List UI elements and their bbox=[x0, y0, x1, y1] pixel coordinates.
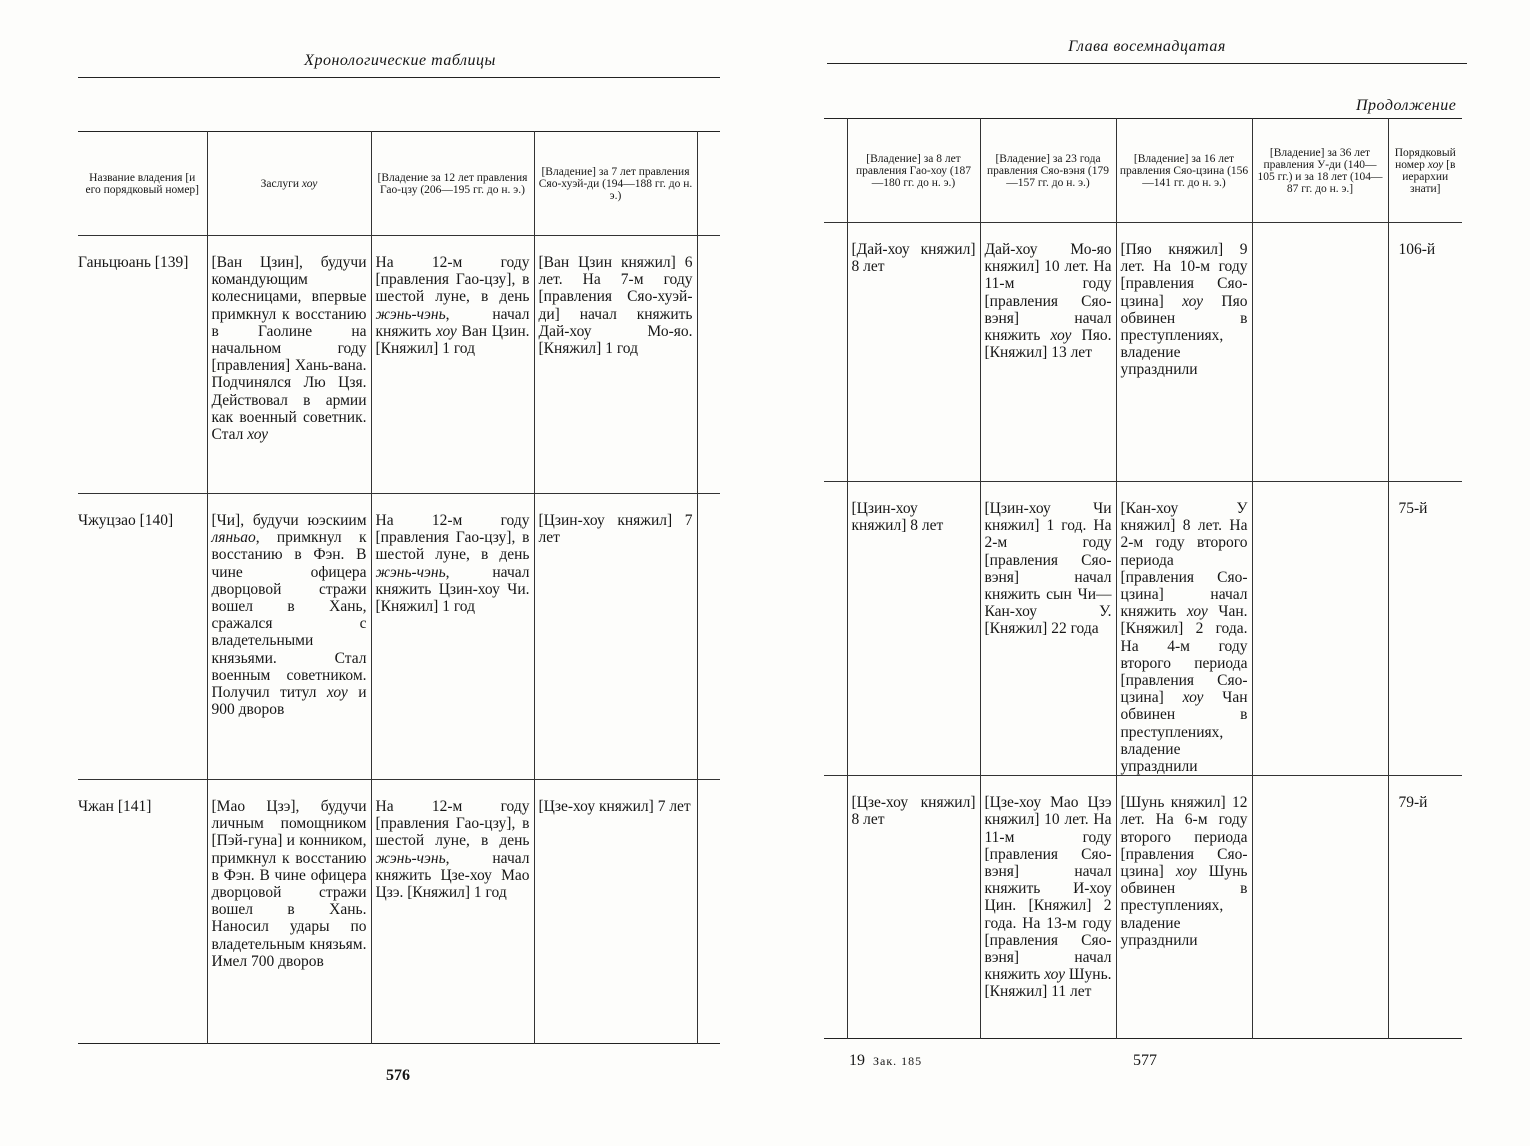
signature-number: 19 bbox=[849, 1052, 865, 1069]
xiaohuidi-cell: [Цзин-хоу княжил] 7 лет bbox=[534, 494, 697, 780]
signature-note: Зак. 185 bbox=[873, 1054, 923, 1068]
blank-column bbox=[824, 119, 847, 223]
merits-cell: [Мао Цзэ], будучи личным помощником [Пэй-гуна] и конником, примкнул к восстанию в Фэн. В чине офицера дворцовой стражи вошел в Хань. Наносил удары по владетельным князьям. Имел 700 дворов bbox=[207, 780, 371, 1044]
column-header: [Владение] за 8 лет правления Гао-хоу (187—180 гг. до н. э.) bbox=[847, 119, 980, 223]
gaozu-cell: На 12-м году [правления Гао-цзу], в шестой луне, в день жэнь-чэнь, начал княжить хоу Ван Цзин. [Княжил] 1 год bbox=[371, 236, 534, 494]
xiaohuidi-cell: [Ван Цзин княжил] 6 лет. На 7-м году [правления Сяо-хуэй-ди] начал княжить Дай-хоу Мо-яо. [Княжил] 1 год bbox=[534, 236, 697, 494]
holding-name: Чжуцзао [140] bbox=[78, 494, 207, 780]
continued-label: Продолжение bbox=[1356, 97, 1457, 114]
xiaojing-cell: [Пяо княжил] 9 лет. На 10-м году [правления Сяо-цзина] хоу Пяо обвинен в преступлениях, владение упразднили bbox=[1116, 223, 1252, 482]
table-row bbox=[824, 776, 1462, 1039]
column-header: Заслуги хоу bbox=[207, 132, 371, 236]
xiaowen-cell: [Цзин-хоу Чи княжил] 1 год. На 2-м году [правления Сяо-вэня] начал княжить сын Чи—Кан-хоу У. [Княжил] 22 года bbox=[980, 482, 1116, 776]
page-number: 577 bbox=[1133, 1052, 1157, 1069]
gaohou-cell: [Цзе-хоу княжил] 8 лет bbox=[847, 776, 980, 1039]
gaohou-cell: [Цзин-хоу княжил] 8 лет bbox=[847, 482, 980, 776]
column-header: Название владения [и его порядковый номер] bbox=[78, 132, 207, 236]
blank-cell bbox=[697, 494, 720, 780]
wudi-cell bbox=[1252, 223, 1388, 482]
right-page bbox=[765, 0, 1530, 1146]
blank-column bbox=[697, 132, 720, 236]
xiaojing-cell: [Шунь княжил] 12 лет. На 6-м году второго периода [правления Сяо-цзина] хоу Шунь обвинен в преступлениях, владение упразднили bbox=[1116, 776, 1252, 1039]
blank-cell bbox=[824, 776, 847, 1039]
rank-cell: 79-й bbox=[1388, 776, 1462, 1039]
gaozu-cell: На 12-м году [правления Гао-цзу], в шестой луне, в день жэнь-чэнь, начал княжить Цзин-хоу Чи. [Княжил] 1 год bbox=[371, 494, 534, 780]
holding-name: Ганьцюань [139] bbox=[78, 254, 189, 271]
table-row bbox=[78, 236, 720, 494]
merits-cell: [Чи], будучи юэскиим ляньао, примкнул к восстанию в Фэн. В чине офицера дворцовой стражи вошел в Хань, сражался с владетельными князьями. Стал военным советником. Получил титул хоу и 900 дворов bbox=[207, 494, 371, 780]
rank-cell: 75-й bbox=[1388, 482, 1462, 776]
header-rule-right bbox=[827, 63, 1467, 64]
holding-name: Чжан [141] bbox=[78, 780, 207, 1044]
gaohou-cell: [Дай-хоу княжил] 8 лет bbox=[847, 223, 980, 482]
header-rule-left bbox=[78, 77, 720, 78]
xiaohuidi-cell: [Цзе-хоу княжил] 7 лет bbox=[534, 780, 697, 1044]
table-row bbox=[824, 482, 1462, 776]
merits-cell: [Ван Цзин], будучи командующим колесницами, впервые примкнул к восстанию в Гаолине на начальном году [правления] Хань-вана. Подчинялся Лю Цзя. Действовал в армии как военный советник. Стал хоу bbox=[207, 236, 371, 494]
rank-cell: 106-й bbox=[1388, 223, 1462, 482]
table-row bbox=[78, 494, 720, 780]
xiaowen-cell: [Цзе-хоу Мао Цзэ княжил] 10 лет. На 11-м году [правления Сяо-вэня] начал княжить И-хоу Цин. [Княжил] 2 года. На 13-м году [правления Сяо-вэня] начал княжить хоу Шунь. [Княжил] 11 лет bbox=[980, 776, 1116, 1039]
column-header: [Владение] за 7 лет правления Сяо-хуэй-ди (194—188 гг. до н. э.) bbox=[534, 132, 697, 236]
xiaojing-cell: [Кан-хоу У княжил] 8 лет. На 2-м году второго периода [правления Сяо-цзина] начал княжить хоу Чан. [Княжил] 2 года. На 4-м году второго периода [правления Сяо-цзина] хоу Чан обвинен в преступлениях, владение упразднили bbox=[1116, 482, 1252, 776]
column-header: [Владение] за 16 лет правления Сяо-цзина (156—141 гг. до н. э.) bbox=[1116, 119, 1252, 223]
column-header: [Владение за 12 лет правления Гао-цзу (206—195 гг. до н. э.) bbox=[371, 132, 534, 236]
column-header: [Владение] за 23 года правления Сяо-вэня (179—157 гг. до н. э.) bbox=[980, 119, 1116, 223]
column-header: Порядковый номер хоу [в иерархии знати] bbox=[1388, 119, 1462, 223]
chronology-table-left bbox=[78, 131, 720, 1044]
wudi-cell bbox=[1252, 776, 1388, 1039]
wudi-cell bbox=[1252, 482, 1388, 776]
chronology-table-right bbox=[824, 118, 1462, 1039]
blank-cell bbox=[824, 223, 847, 482]
xiaowen-cell: Дай-хоу Мо-яо княжил] 10 лет. На 11-м году [правления Сяо-вэня] начал княжить хоу Пяо. [Княжил] 13 лет bbox=[980, 223, 1116, 482]
column-header: [Владение] за 36 лет правления У-ди (140—105 гг.) и за 18 лет (104—87 гг. до н. э.] bbox=[1252, 119, 1388, 223]
gaozu-cell: На 12-м году [правления Гао-цзу], в шестой луне, в день жэнь-чэнь, начал княжить Цзе-хоу Мао Цзэ. [Княжил] 1 год bbox=[371, 780, 534, 1044]
running-head-right: Глава восемнадцатая bbox=[1068, 38, 1226, 55]
printer-signature bbox=[849, 1052, 922, 1070]
table-row bbox=[78, 780, 720, 1044]
page-number: 576 bbox=[386, 1067, 410, 1084]
blank-cell bbox=[824, 482, 847, 776]
blank-cell bbox=[697, 236, 720, 494]
table-row bbox=[824, 223, 1462, 482]
blank-cell bbox=[697, 780, 720, 1044]
running-head-left: Хронологические таблицы bbox=[304, 52, 496, 69]
